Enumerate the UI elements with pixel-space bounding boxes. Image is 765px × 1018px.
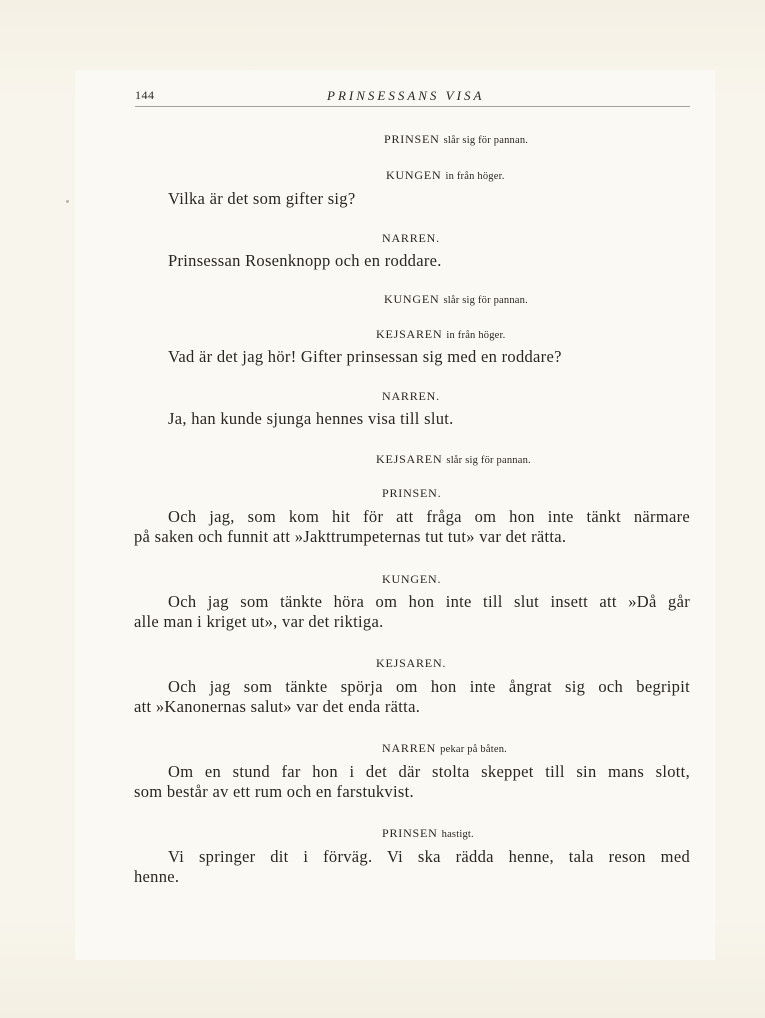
- speaker-name: KEJSAREN.: [376, 656, 447, 670]
- page-header: [135, 88, 690, 108]
- speaker-name: PRINSEN: [382, 826, 438, 840]
- dialogue-line: Vad är det jag hör! Gifter prinsessan sig med en roddare?: [168, 347, 562, 366]
- speaker-name: PRINSEN.: [382, 486, 442, 500]
- dialogue-paragraph: [134, 762, 690, 802]
- stage-direction: [384, 132, 528, 147]
- direction-text: hastigt.: [441, 829, 474, 840]
- stage-direction: [376, 452, 531, 467]
- stage-direction: [376, 327, 505, 342]
- speaker-name: KUNGEN: [384, 292, 440, 306]
- speaker-name: NARREN: [382, 741, 437, 755]
- direction-text: in från höger.: [445, 171, 505, 182]
- dialogue-line: Ja, han kunde sjunga hennes visa till slut.: [168, 409, 454, 428]
- direction-text: pekar på båten.: [440, 744, 507, 755]
- speaker-name: KUNGEN.: [382, 572, 442, 586]
- paragraph-line: henne.: [134, 867, 180, 886]
- paper-speck: [66, 200, 69, 203]
- paragraph-line: Och jag, som kom hit för att fråga om hon inte tänkt närmare: [168, 507, 690, 526]
- dialogue-paragraph: [134, 847, 690, 887]
- speaker-name: KEJSAREN: [376, 452, 443, 466]
- stage-direction: [384, 292, 528, 307]
- stage-direction: [382, 741, 507, 756]
- paragraph-line: på saken och funnit att »Jakttrumpeternas tut tut» var det rätta.: [134, 527, 567, 546]
- dialogue-paragraph: [134, 507, 690, 547]
- speaker-heading: [382, 389, 440, 404]
- speaker-name: PRINSEN: [384, 132, 440, 146]
- paragraph-line: att »Kanonernas salut» var det enda rätta.: [134, 697, 421, 716]
- speaker-heading: [382, 572, 441, 587]
- speaker-heading: [376, 656, 446, 671]
- paragraph-line: Och jag som tänkte spörja om hon inte ångrat sig och begripit: [168, 677, 690, 696]
- running-title: PRINSESSANS VISA: [327, 88, 485, 103]
- speaker-name: NARREN.: [382, 389, 440, 403]
- paragraph-line: Och jag som tänkte höra om hon inte till slut insett att »Då går: [168, 592, 690, 611]
- speaker-name: NARREN.: [382, 231, 440, 245]
- header-rule: [135, 106, 690, 107]
- direction-text: slår sig för pannan.: [446, 455, 531, 466]
- paragraph-line: Vi springer dit i förväg. Vi ska rädda henne, tala reson med: [168, 847, 690, 866]
- speaker-heading: [382, 486, 441, 501]
- stage-direction: [382, 826, 474, 841]
- paragraph-line: som består av ett rum och en farstukvist.: [134, 782, 414, 801]
- dialogue-paragraph: [134, 592, 690, 632]
- dialogue-paragraph: [134, 677, 690, 717]
- direction-text: in från höger.: [446, 330, 506, 341]
- paragraph-line: Om en stund far hon i det där stolta skeppet till sin mans slott,: [168, 762, 690, 781]
- speaker-name: KEJSAREN: [376, 327, 443, 341]
- page-number: 144: [135, 88, 155, 102]
- dialogue-line: Prinsessan Rosenknopp och en roddare.: [168, 251, 442, 270]
- paragraph-line: alle man i kriget ut», var det riktiga.: [134, 612, 384, 631]
- direction-text: slår sig för pannan.: [443, 295, 528, 306]
- stage-direction: [386, 168, 505, 183]
- speaker-heading: [382, 231, 440, 246]
- dialogue-line: Vilka är det som gifter sig?: [168, 189, 356, 208]
- direction-text: slår sig för pannan.: [443, 135, 529, 146]
- speaker-name: KUNGEN: [386, 168, 442, 182]
